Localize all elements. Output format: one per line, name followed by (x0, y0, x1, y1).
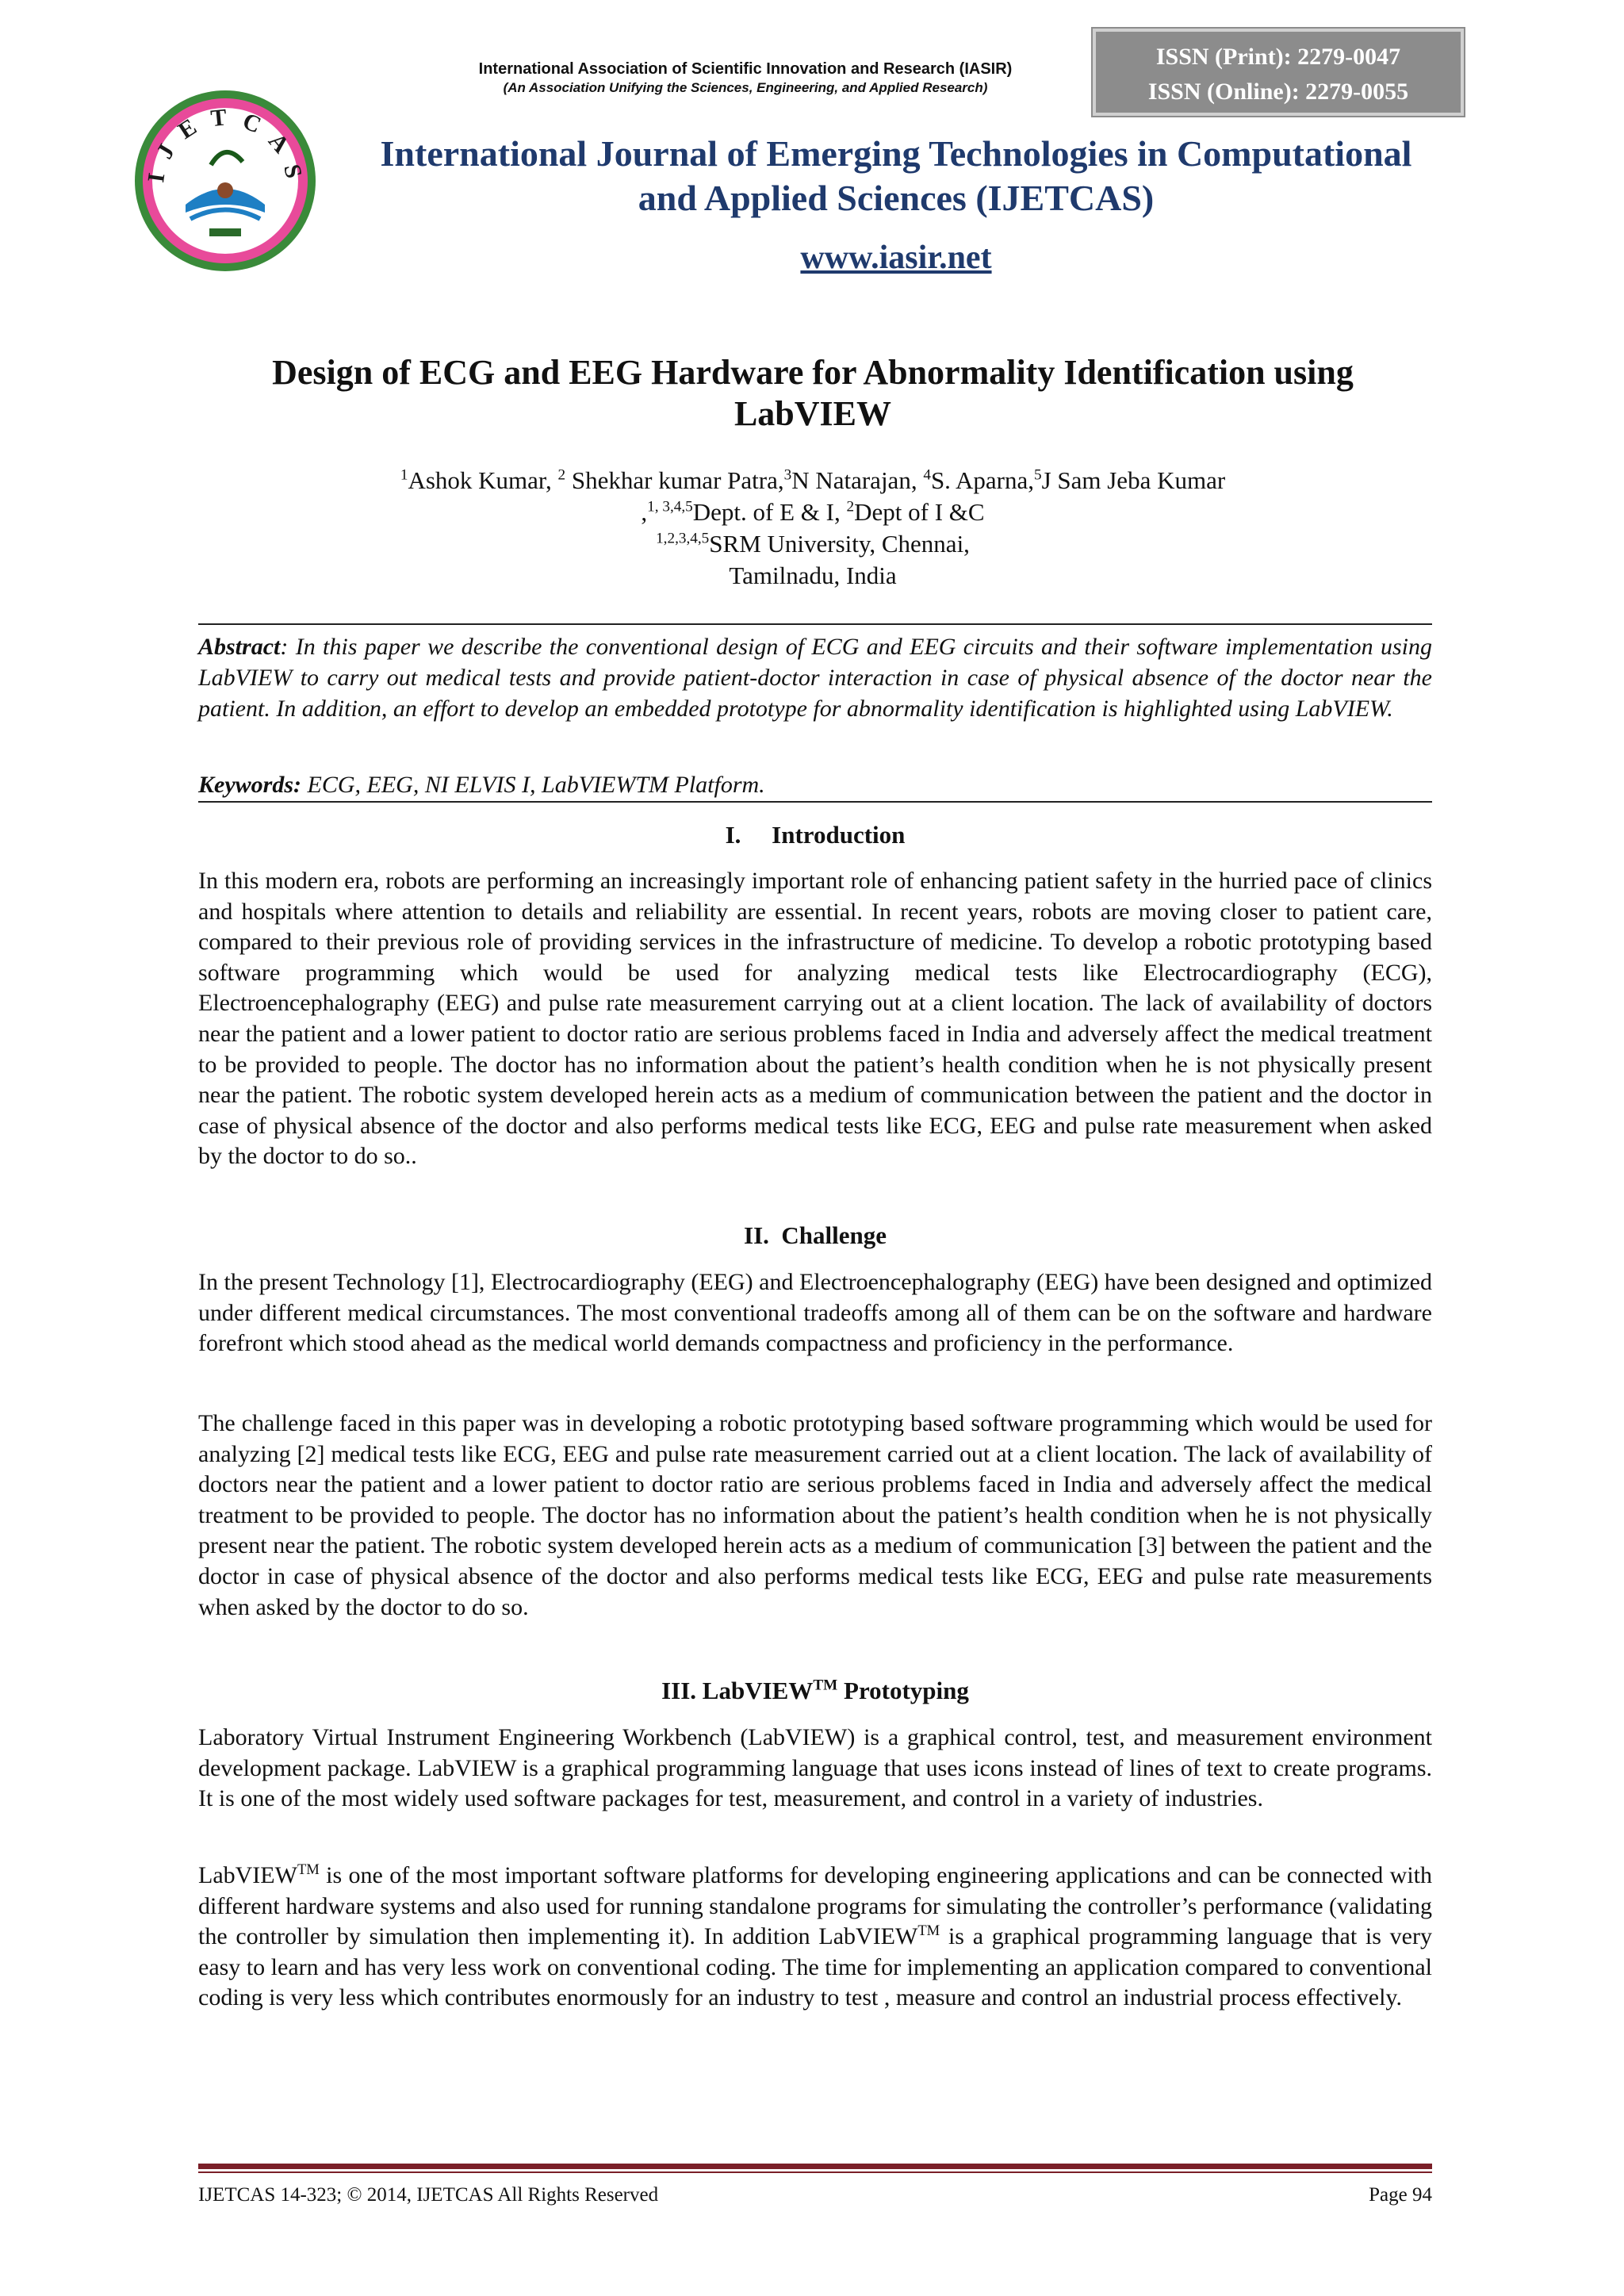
association-subtitle: (An Association Unifying the Sciences, Engineering, and Applied Research) (503, 80, 988, 95)
labview-text: is one of the most important software platforms for developing engineering applications and can be connected with different hardware systems and also used for running standalone programs for simulating the controller’s performance (validating the controller by simulation then implementing it). In addition LabVIEW (198, 1862, 1432, 1950)
challenge-paragraph-1: In the present Technology [1], Electrocardiography (EEG) and Electroencephalography (EEG) have been designed and optimized under different medical circumstances. The most conventional tradeoffs among all of them can be on the software and hardware forefront which stood ahead as the medical world demands compactness and proficiency in the performance. (198, 1269, 1432, 1357)
journal-title-line2: and Applied Sciences (IJETCAS) (638, 178, 1155, 218)
journal-title (333, 132, 1459, 220)
labview-text: LabVIEW (198, 1862, 297, 1888)
logo-letter: J (151, 140, 180, 163)
affil-dept2: Dept of I &C (854, 498, 985, 526)
keywords-bottom-rule (198, 801, 1432, 803)
author-sup: 2 (557, 466, 566, 484)
logo-letter: A (262, 128, 294, 158)
keywords (198, 769, 1432, 800)
abstract (198, 631, 1432, 724)
author-sup: 3 (783, 466, 792, 484)
intro-paragraph: In this modern era, robots are performing an increasingly important role of enhancing patient safety in the hurried pace of clinics and hospitals where attention to details and reliability are essential. In recent years, robots are moving closer to patient care, compared to their previous role of providing services in the infrastructure of medicine. To develop a robotic prototyping based software programming which would be used for analyzing medical tests like Electrocardiography (ECG), Electroencephalography (EEG) and pulse rate measurement carrying out at a client location. The lack of availability of doctors near the patient and a lower patient to doctor ratio are serious problems faced in India and adversely affect the medical treatment to be provided to people. The doctor has no information about the patient’s health condition when he is not physically present near the patient. The robotic system developed herein acts as a medium of communication between the patient and the doctor in case of physical absence of the doctor and also performs medical tests like ECG, EEG and pulse rate measurement when asked by the doctor to do so.. (198, 868, 1432, 1170)
keywords-label: Keywords: (198, 772, 301, 798)
logo-book-icon (209, 228, 241, 236)
author-name: Shekhar kumar Patra, (565, 466, 784, 494)
author-sup: 1 (400, 466, 408, 484)
paper-title-line1: Design of ECG and EEG Hardware for Abnormality Identification using (272, 353, 1354, 392)
footer-thick-rule (198, 2164, 1432, 2169)
affil-sup: 1, 3,4,5 (647, 498, 693, 516)
logo-orb-icon (217, 182, 233, 198)
logo-letter: T (209, 104, 228, 132)
logo-letter: E (173, 113, 201, 144)
affil-university: SRM University, Chennai, (709, 530, 970, 558)
author-list (198, 465, 1427, 496)
abstract-top-rule (198, 623, 1432, 625)
trademark-sup: TM (917, 1922, 940, 1940)
affiliation-dept (198, 496, 1427, 528)
trademark-sup: TM (813, 1677, 838, 1694)
author-name: N Natarajan, (791, 466, 924, 494)
affiliation-state: Tamilnadu, India (729, 562, 897, 589)
labview-paragraph-2 (198, 1861, 1432, 2014)
section-heading-challenge: II. Challenge (744, 1221, 887, 1249)
abstract-text: : In this paper we describe the conventional design of ECG and EEG circuits and their software implementation using LabVIEW to carry out medical tests and provide patient-doctor interaction in case of physical absence of the doctor near the patient. In addition, an effort to develop an embedded prototype for abnormality identification is highlighted using LabVIEW. (198, 634, 1432, 722)
affiliation-university (198, 528, 1427, 560)
author-name: S. Aparna, (930, 466, 1034, 494)
association-name: International Association of Scientific Innovation and Research (IASIR) (478, 60, 1013, 78)
labview-paragraph-1: Laboratory Virtual Instrument Engineering Workbench (LabVIEW) is a graphical control, test, and measurement environment development package. LabVIEW is a graphical programming language that uses icons instead of lines of text to create programs. It is one of the most widely used software packages for test, measurement, and control in a variety of industries. (198, 1724, 1432, 1812)
keywords-text: ECG, EEG, NI ELVIS I, LabVIEWTM Platform. (301, 772, 765, 798)
abstract-label: Abstract (198, 634, 281, 660)
author-name: J Sam Jeba Kumar (1041, 466, 1226, 494)
footer-thin-rule (198, 2171, 1432, 2173)
paper-title-line2: LabVIEW (733, 394, 892, 433)
issn-box (1093, 29, 1464, 116)
journal-url[interactable] (333, 238, 1459, 278)
issn-print: ISSN (Print): 2279-0047 (1155, 44, 1401, 70)
trademark-sup: TM (297, 1861, 320, 1878)
affil-prefix: , (641, 498, 648, 526)
issn-online: ISSN (Online): 2279-0055 (1147, 79, 1409, 105)
footer-page-number: Page 94 (1369, 2184, 1432, 2206)
author-block (198, 465, 1427, 592)
challenge-paragraph-2: The challenge faced in this paper was in developing a robotic prototyping based software programming which would be used for analyzing [2] medical tests like ECG, EEG and pulse rate measurement carried out at a client location. The lack of availability of doctors near the patient and a lower patient to doctor ratio are serious problems faced in India and adversely affect the medical treatment to be provided to people. The doctor has no information about the patient’s health condition when he is not physically present near the patient. The robotic system developed herein acts as a medium of communication [3] between the patient and the doctor in case of physical absence of the doctor and also performs medical tests like ECG, EEG and pulse rate measurements when asked by the doctor to do so. (198, 1410, 1432, 1620)
author-name: Ashok Kumar, (408, 466, 558, 494)
labview-text: is a graphical programming language that is very easy to learn and has very less work on conventional coding. The time for implementing an application compared to conventional coding is very less which contributes enormously for an industry to test , measure and control an industrial process effectively. (198, 1923, 1432, 2011)
author-sup: 5 (1033, 466, 1042, 484)
journal-url-link[interactable]: www.iasir.net (800, 240, 992, 276)
footer-copyright: IJETCAS 14-323; © 2014, IJETCAS All Rights Reserved (198, 2184, 659, 2206)
labview-heading-text: III. LabVIEW (661, 1677, 814, 1704)
logo-letter: I (143, 171, 170, 185)
labview-heading-text: Prototyping (837, 1677, 969, 1704)
paper-title (198, 352, 1427, 435)
author-sup: 4 (923, 466, 931, 484)
logo-letter: C (239, 107, 266, 139)
affil-sup: 2 (846, 498, 855, 516)
logo-letter: S (278, 162, 308, 181)
journal-logo (132, 86, 319, 276)
affil-dept1: Dept. of E & I, (692, 498, 847, 526)
journal-title-line1: International Journal of Emerging Technologies in Computational (380, 133, 1412, 174)
section-heading-introduction: I. Introduction (725, 821, 906, 849)
section-heading-labview (198, 1675, 1432, 1707)
affil-sup: 1,2,3,4,5 (656, 530, 710, 547)
